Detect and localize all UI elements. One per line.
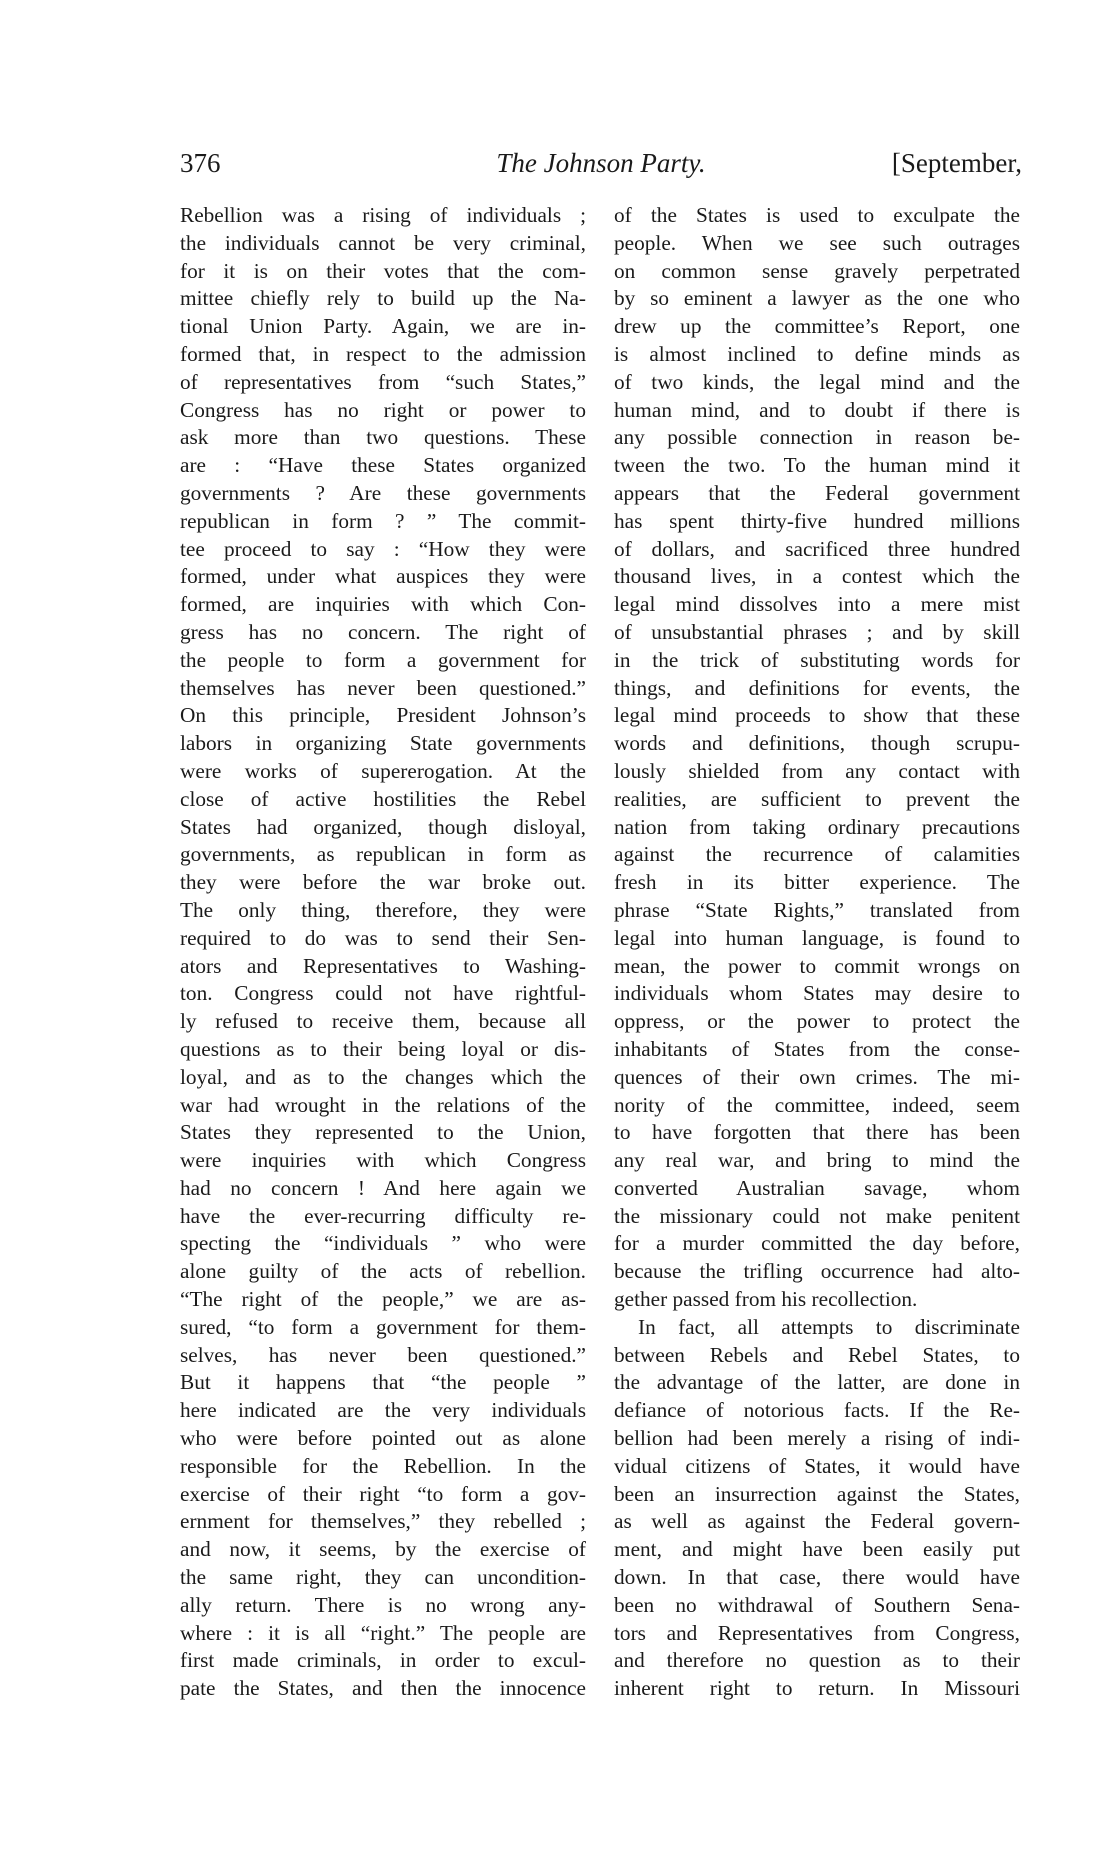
text-line: bellion had been merely a rising of indi- [614, 1426, 1020, 1451]
text-line: the individuals cannot be very criminal, [180, 230, 586, 255]
text-line: On this principle, President Johnson’s [180, 703, 586, 728]
text-line: themselves has never been questioned.” [180, 675, 586, 700]
text-line: for a murder committed the day before, [614, 1231, 1020, 1256]
text-line: down. In that case, there would have [614, 1565, 1020, 1590]
text-line: ment, and might have been easily put [614, 1537, 1020, 1562]
text-line: legal mind proceeds to show that these [614, 703, 1020, 728]
text-line: ask more than two questions. These [180, 425, 586, 450]
text-line: inherent right to return. In Missouri [614, 1676, 1020, 1701]
text-line: has spent thirty-five hundred millions [614, 508, 1020, 533]
text-line: sured, “to form a government for them- [180, 1314, 586, 1339]
text-line: the same right, they can uncondition- [180, 1565, 586, 1590]
text-line: questions as to their being loyal or dis- [180, 1036, 586, 1061]
text-line: lously shielded from any contact with [614, 758, 1020, 783]
text-line: of two kinds, the legal mind and the [614, 369, 1020, 394]
text-line: who were before pointed out as alone [180, 1426, 586, 1451]
text-line: by so eminent a lawyer as the one who [614, 286, 1020, 311]
text-line: and now, it seems, by the exercise of [180, 1537, 586, 1562]
text-line: tional Union Party. Again, we are in- [180, 314, 586, 339]
text-line: for it is on their votes that the com- [180, 258, 586, 283]
text-line: where : it is all “right.” The people are [180, 1620, 586, 1645]
text-line: Congress has no right or power to [180, 397, 586, 422]
text-line: close of active hostilities the Rebel [180, 786, 586, 811]
text-line: had no concern ! And here again we [180, 1175, 586, 1200]
text-line: required to do was to send their Sen- [180, 925, 586, 950]
text-line: tween the two. To the human mind it [614, 453, 1020, 478]
text-line: the people to form a government for [180, 647, 586, 672]
text-line: realities, are sufficient to prevent the [614, 786, 1020, 811]
text-line: and therefore no question as to their [614, 1648, 1020, 1673]
text-line: as well as against the Federal govern- [614, 1509, 1020, 1534]
text-line: tee proceed to say : “How they were [180, 536, 586, 561]
text-line: things, and definitions for events, the [614, 675, 1020, 700]
text-line: loyal, and as to the changes which the [180, 1064, 586, 1089]
text-line: war had wrought in the relations of the [180, 1092, 586, 1117]
text-line: thousand lives, in a contest which the [614, 564, 1020, 589]
text-line: phrase “State Rights,” translated from [614, 897, 1020, 922]
text-line: The only thing, therefore, they were [180, 897, 586, 922]
text-line: nation from taking ordinary precautions [614, 814, 1020, 839]
text-line: formed, under what auspices they were [180, 564, 586, 589]
text-line: vidual citizens of States, it would have [614, 1453, 1020, 1478]
left-column [180, 202, 586, 1703]
text-line: human mind, and to doubt if there is [614, 397, 1020, 422]
text-line: to have forgotten that there has been [614, 1120, 1020, 1145]
text-line: In fact, all attempts to discriminate [638, 1314, 1020, 1339]
text-line: is almost inclined to define minds as [614, 341, 1020, 366]
text-line: been an insurrection against the States, [614, 1481, 1020, 1506]
text-line: alone guilty of the acts of rebellion. [180, 1259, 586, 1284]
text-line: inhabitants of States from the conse- [614, 1036, 1020, 1061]
text-line: they were before the war broke out. [180, 870, 586, 895]
text-line: quences of their own crimes. The mi- [614, 1064, 1020, 1089]
text-line: appears that the Federal government [614, 480, 1020, 505]
text-line: labors in organizing State governments [180, 731, 586, 756]
text-line: ally return. There is no wrong any- [180, 1592, 586, 1617]
text-line: defiance of notorious facts. If the Re- [614, 1398, 1020, 1423]
text-line: were works of supererogation. At the [180, 758, 586, 783]
text-line: first made criminals, in order to excul- [180, 1648, 586, 1673]
text-line: ly refused to receive them, because all [180, 1009, 586, 1034]
text-line: “The right of the people,” we are as- [180, 1287, 586, 1312]
text-line: gress has no concern. The right of [180, 619, 586, 644]
text-line: the advantage of the latter, are done in [614, 1370, 1020, 1395]
text-line: ators and Representatives to Washing- [180, 953, 586, 978]
text-line: nority of the committee, indeed, seem [614, 1092, 1020, 1117]
text-line: were inquiries with which Congress [180, 1148, 586, 1173]
text-line: States had organized, though disloyal, [180, 814, 586, 839]
text-line: pate the States, and then the innocence [180, 1676, 586, 1701]
text-line: any real war, and bring to mind the [614, 1148, 1020, 1173]
text-line: are : “Have these States organized [180, 453, 586, 478]
text-line: of dollars, and sacrificed three hundred [614, 536, 1020, 561]
text-line: of unsubstantial phrases ; and by skill [614, 619, 1020, 644]
text-line: of representatives from “such States,” [180, 369, 586, 394]
text-line: between Rebels and Rebel States, to [614, 1342, 1020, 1367]
text-line: mittee chiefly rely to build up the Na- [180, 286, 586, 311]
text-line: Rebellion was a rising of individuals ; [180, 203, 586, 227]
text-line: ton. Congress could not have rightful- [180, 981, 586, 1006]
running-title: The Johnson Party. [496, 148, 706, 178]
text-line: responsible for the Rebellion. In the [180, 1453, 586, 1478]
text-line: the missionary could not make penitent [614, 1203, 1020, 1228]
text-line: on common sense gravely perpetrated [614, 258, 1020, 283]
text-line: been no withdrawal of Southern Sena- [614, 1592, 1020, 1617]
text-line: specting the “individuals ” who were [180, 1231, 586, 1256]
text-line: selves, has never been questioned.” [180, 1342, 586, 1367]
text-line: fresh in its bitter experience. The [614, 870, 1020, 895]
text-line: States they represented to the Union, [180, 1120, 586, 1145]
text-line: converted Australian savage, whom [614, 1175, 1020, 1200]
text-line: gether passed from his recollection. [614, 1287, 918, 1312]
text-line: governments, as republican in form as [180, 842, 586, 867]
issue-month: [September, [891, 148, 1022, 178]
text-line: against the recurrence of calamities [614, 842, 1020, 867]
text-line: people. When we see such outrages [614, 230, 1020, 255]
text-line: any possible connection in reason be- [614, 425, 1020, 450]
text-line: oppress, or the power to protect the [614, 1009, 1020, 1034]
text-line: individuals whom States may desire to [614, 981, 1020, 1006]
text-line: republican in form ? ” The commit- [180, 508, 586, 533]
text-line: in the trick of substituting words for [614, 647, 1020, 672]
text-line: tors and Representatives from Congress, [614, 1620, 1020, 1645]
text-line: because the trifling occurrence had alto- [614, 1259, 1020, 1284]
text-line: drew up the committee’s Report, one [614, 314, 1020, 339]
text-line: formed that, in respect to the admission [180, 341, 586, 366]
text-line: But it happens that “the people ” [180, 1370, 586, 1395]
text-line: governments ? Are these governments [180, 480, 586, 505]
text-line: ernment for themselves,” they rebelled ; [180, 1509, 586, 1534]
text-line: legal into human language, is found to [614, 925, 1020, 950]
text-line: have the ever-recurring difficulty re- [180, 1203, 586, 1228]
right-column [614, 202, 1020, 1703]
text-line: formed, are inquiries with which Con- [180, 592, 586, 617]
running-header [180, 148, 1022, 184]
text-line: words and definitions, though scrupu- [614, 731, 1020, 756]
page-number: 376 [180, 148, 221, 178]
text-line: legal mind dissolves into a mere mist [614, 592, 1020, 617]
text-line: here indicated are the very individuals [180, 1398, 586, 1423]
text-line: exercise of their right “to form a gov- [180, 1481, 586, 1506]
text-line: mean, the power to commit wrongs on [614, 953, 1020, 978]
text-line: of the States is used to exculpate the [614, 203, 1020, 227]
